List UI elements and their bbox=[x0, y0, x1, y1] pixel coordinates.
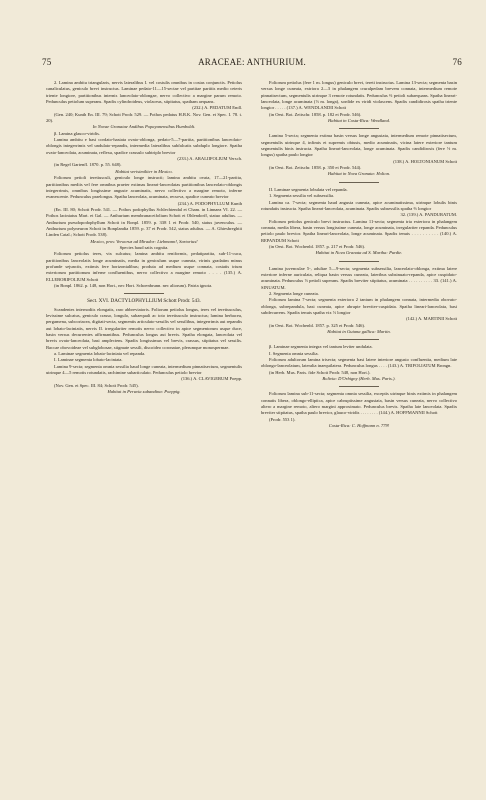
habitat-note: Habitat in Guiana gallica: Martin. bbox=[327, 329, 391, 335]
habitat-note: Costa-Rica: C. Hoffmann n. 779! bbox=[328, 423, 390, 429]
paragraph: Foliorum lamina 7-secta; segmenta exteriora 2 tantum in phalangem connata, intermedia obovato-oblonga, subrepandula, basi cuneata, apice abrupte breviter-cuspidata. Spatha lineari-lanceolata, basi subdecurrens. Spadix tenuis spatha vix ⅓ longior bbox=[261, 297, 457, 315]
habitat-note: Habitat in Costa-Rica: Wendland. bbox=[328, 118, 390, 124]
citation: (136.) A. CLAVIGERUM Poepp. bbox=[181, 376, 242, 382]
paragraph: (Gen. 240; Kunth En. III. 79; Schott Prodr. 529. — Pothos pedatus H.B.K. Nov. Gen. et Spec. I. 78. t. 20). bbox=[46, 111, 242, 124]
paragraph: Foliorum lamina sub-11-secta; segmenta omnia sessilia, exceptis utrinque binis extimis in phalangem connatis libera, oblongo-elliptica, apice cabruptissime angustata, basin versus cuneata, nervo collectivo altero a margine remoto, altero margini approximato. Pedunculus brevis. Spatha late lanceolata. Spadix breviter stipitatus, spatha paulo brevior, glauco-viridis . . . . . . . . (144.) A. HOFFMANNII Schott bbox=[261, 391, 457, 416]
paragraph: 2. Lamina ambitu triangularis, nervis lateralibus I. vel costulis omnibus in costas conjunctis. Petiolus canaliculatus, geniculo brevi instructus. Laminae pedato-11—15-sectae vel partitae partitis medio ceteris triente longiore, partitionibus internis lanceolato-oblongae, nervo collectivo a margine parum remoto. Pedunculus petiolum superans. Spadix cylindroideus, violaceus, stipitatus, spatham aequans. bbox=[46, 80, 242, 105]
separator-rule bbox=[339, 386, 379, 387]
running-title: ARACEAE: ANTHURIUM. bbox=[198, 57, 306, 67]
habitat-note: Habitat in Nova Granata: Holton. bbox=[327, 171, 391, 177]
paragraph: (in Oest. Bot. Wochenbl. 1857. p. 325 et Prodr. 546). bbox=[269, 322, 366, 328]
habitat-note: Mexico, prov. Veracruz ad Mirador: Liebmann!, Sartorius! bbox=[90, 238, 198, 244]
habitat-note: Habitat verisimiliter in Mexico. bbox=[115, 168, 173, 174]
citation: (232.) A. PEDATUM Endl. bbox=[192, 105, 242, 111]
paragraph: Foliorum petiolus geniculo brevi instructus. Lamina 11-secta; segmenta tria exteriora in phalangem connata, media libera, basin versus longissime cuneata, longe acuminata, irregulariter repanda. Pedunculus petiolo paulo brevior. Spatha lineari-lanceolata, longe acuminata. Spadix tenuis . . . . . . . . . . (140.) A. REPANDUM Schott bbox=[261, 218, 457, 243]
paragraph: Lamina ca. 7-secta; segmenta haud angusta cuneata, apice acuminatissima, utrinque lobulis binis rotundatis instructa. Spatha lineari-lanceolata, acuminata. Spadix subsessilis spatha ⅔ longior bbox=[261, 199, 457, 211]
paragraph: I. Segmenta omnia sessilia. bbox=[269, 350, 319, 356]
right-column bbox=[261, 80, 457, 430]
paragraph: (in Herb. Mus. Paris. fide Schott Prodr. 548, non Hort.). bbox=[269, 369, 371, 375]
section-heading: Sect. XVI. DACTYLOPHYLLIUM Schott Prodr. 543. bbox=[87, 298, 201, 305]
paragraph: 1. Segmenta sessilia vel subsessilia. bbox=[269, 193, 335, 199]
paragraph: (in Oest. Bot. Zeitschr. 1858. p. 182 et Prodr. 546). bbox=[269, 111, 362, 117]
separator-rule bbox=[339, 128, 379, 129]
paragraph: Foliorum petiolus teres, vix sulcatus; lamina ambitu reniformis, pedatipartita, sub-11-cuca, partitionibus lanceolatis longe acuminatis, media in geniculum usque cuneata, virinis gradatim minus profunde sejunctis, extimis fere horizontalibus; produta ad medium usque connata, costatis trium exteriorum partitionum inferne confluentibus, nervo collectivo a margine remoto . . . . (135.) A. ELLEBORIFOLIUM Schott bbox=[46, 251, 242, 282]
habitat-note: Habitat in Peruvia subandina: Poeppig. bbox=[107, 389, 181, 395]
citation: (138.) A. HOLTONIANUM Schott bbox=[393, 158, 457, 164]
paragraph: 2. Segmenta longe cuneata. bbox=[269, 290, 319, 296]
paragraph: Foliorum petioli teretiusculi, geniculo longe instructi; lamina ambitu ovata, 17—21-partita, partitionibus mediis vel fere omnibus praeter extimas lineari-lanceolatas partitionibus lanceolato-oblongis integerrimis, omnibus longissime anguste acuminatis, nervo collectivo a margine remoto, inferne evanescente. Pedunculus praelongus. Spatha lanceolata, acuminata, recurva, spadice cuneato brevior bbox=[46, 175, 242, 200]
paragraph: (Prodr. 553 1). bbox=[269, 416, 296, 422]
paragraph: (En. III. 80; Schott Prodr. 541. — Pothos podophyllus Schlechtendal et Cham. in Linnaea VI. 22. — Pothos laciniatus Mart. et Gal. — Anthurium membranaceifolium Schott et Ohlendorff, statuo adultus. — Anthurium pseudopodophyllum Schott in Bonpl. 1859. p. 338 1 et Prodr. 540, status juvenculus. — Anthurium polyneuron Schott in Bonplandia 1859. p. 37 et Prodr. 542, status adultus. — A. Ghiesbreghtii Linden Catal.; Schott Prodr. 538). bbox=[46, 206, 242, 238]
citation: (142.) A. MARTINII Schott bbox=[406, 316, 457, 322]
paragraph: a. Laminae segmenta lobato-laciniata vel repanda. bbox=[54, 351, 146, 357]
page-number-left: 75 bbox=[42, 57, 52, 67]
paragraph: Foliorum petiolus (fere 1 m. longus) geniculo brevi, tereti instructus. Lamina 13-secta; segmenta basin versus longe cuneata, extriora 2—3 in phalangem cruralpedam brevem connata, intermedium remote pinnatisectum, segmentulis utrinque 3 remote rotundatis. Pedunculus ⅔ petioli subaequans. Spatha lineari-lanceolata, longe acuminata (⅓ m. longa), sordide ex viridi violascens. Spadix candidirosis spatha triente longior . . . . . (137.) A. WENDLANDII Schott bbox=[261, 80, 457, 111]
citation: (234.) A. PODOPHYLLUM Kunth bbox=[177, 200, 242, 206]
paragraph: Scandentes internodiis elongatis, raro abbreviatoris. Foliorum petiolus longus, teres vel teretiusculus, levissime sulcatus, geniculo crasso, longulo, subaequali ac toto teretiusculo instructus; lamina herbacea, pergamena, subcoriacea, digitati-secta, segmentis articulato-sessilis vel sessilibus, integerrimis aut repandis aut lobato-laciniatis, nervis II. irregulariter remotis nervo collectivo in apice segmentorum usque duce, basin versus decurrentes affirmantibus. Pedunculus longus aut brevis. Spatha elongata, lanceolata vel brevis ovato-lanceolata, basi amplectens. Spadix longissimus vel brevis, crassus, stipitatus vel sessilis. Baccae obovoideae vel subglobosae, stigmate sessili, discoideo coronatae, plerumque monospermae. bbox=[46, 306, 242, 350]
citation: (233.) A. ARALIIFOLIUM Versch. bbox=[177, 156, 242, 162]
paragraph: Lamina 9-secta; segmenta omnia sessilia haud longe cuneata, intermedium pinnatisectum, segmentulis utrinque 4—5 remotis rotundatis, rachimine subarticulato. Pedunculus petiolo brevior bbox=[46, 363, 242, 376]
separator-rule bbox=[339, 339, 379, 340]
separator-rule bbox=[339, 182, 379, 183]
paragraph: β. Laminae segmenta integra vel tantum leviter undulata. bbox=[269, 344, 373, 350]
separator-rule bbox=[124, 293, 164, 294]
page-number-right: 76 bbox=[452, 57, 462, 67]
paragraph: Lamina juvenculae 5-, adultae 5—9-secta; segmenta subsessilia, lanceolato-oblonga, extima latere exteriore inferne auriculata, reliqua basin versus cuneata, lateribus subsinuato-repanda, apice cuspidato-acuminata. Pedunculus ⅓ petioli superans. Spadix breviter stipitatus, acuminata . . . . . . . . . . 33. (141.) A. SINUATUM. bbox=[261, 265, 457, 290]
separator-rule bbox=[339, 261, 379, 262]
running-header bbox=[42, 57, 462, 71]
citation: 32. (139.) A. PANDURATUM. bbox=[400, 212, 457, 218]
paragraph: (Nov. Gen. et Spec. III. 84; Schott Prodr. 545). bbox=[54, 382, 139, 388]
paragraph: I. Laminae segmenta lobato-laciniata. bbox=[54, 357, 123, 363]
paragraph: (in Bonpl. 1862. p. 148, non Hort., nec Hort. Schoenbrunn. nec aliorum). Patria ignota. bbox=[54, 283, 213, 288]
paragraph: (in Regel Gartenfl. 1870. p. 55. 648). bbox=[54, 162, 122, 168]
paragraph: Foliorum adultorum lamina trisecta; segmenta basi latere interiore angusto confluentia, medium late oblongo-lanceolatum, lateralia inaequilatera. Pedunculus longus . . . . (143.) A. TRIFOLIATUM Brongn. bbox=[261, 357, 457, 369]
paragraph: (in Oest. Bot. Wochenbl. 1857. p. 217 et Prodr. 546). bbox=[269, 243, 366, 249]
paragraph: II. Laminae segmenta lobulata vel repanda. bbox=[269, 186, 348, 192]
left-column bbox=[46, 80, 242, 396]
centered-note: Species haud satis cognita. bbox=[119, 244, 169, 250]
paragraph: Lamina ambitu e basi cordato-hastata ovato-oblonga, pedato-5—7-partita, partitionibus lanceolato-oblongis integerrimis vel undulato-repandis, intermedia lateralibus subfalcatis subduplo longiore. Spatha ovato-lanceolata, acuminata, reflexa, spadice crassulo subtriplo brevior bbox=[46, 137, 242, 155]
habitat-note: Habitat in Nova Granata ad S. Martha: Purdie. bbox=[315, 250, 403, 256]
habitat-note: Bolivia: D'Orbigny (Herb. Mus. Paris.). bbox=[322, 376, 396, 382]
habitat-note: In Novae Granatae Andibus Popayanensibus Humboldt. bbox=[92, 124, 196, 130]
paragraph: (in Oest. Bot. Zeitschr. 1858. p. 350 et Prodr. 544). bbox=[269, 165, 362, 171]
paragraph: β. Lamina glauco-viridis. bbox=[54, 130, 101, 136]
paragraph: Lamina 5-secta; segmenta extima basin versus longe angustata, intermedium remote pinnatisectum, segmentulis utrinque 4, infimis et supremis obtusis, medio acuminatis, vicina latere exteriore tantum segmentulis binis instructa. Spatha lineari-lanceolata, longe acuminata. Spadix candidirosis (fere ½ m. longus) spatha paulo longior bbox=[261, 133, 457, 158]
